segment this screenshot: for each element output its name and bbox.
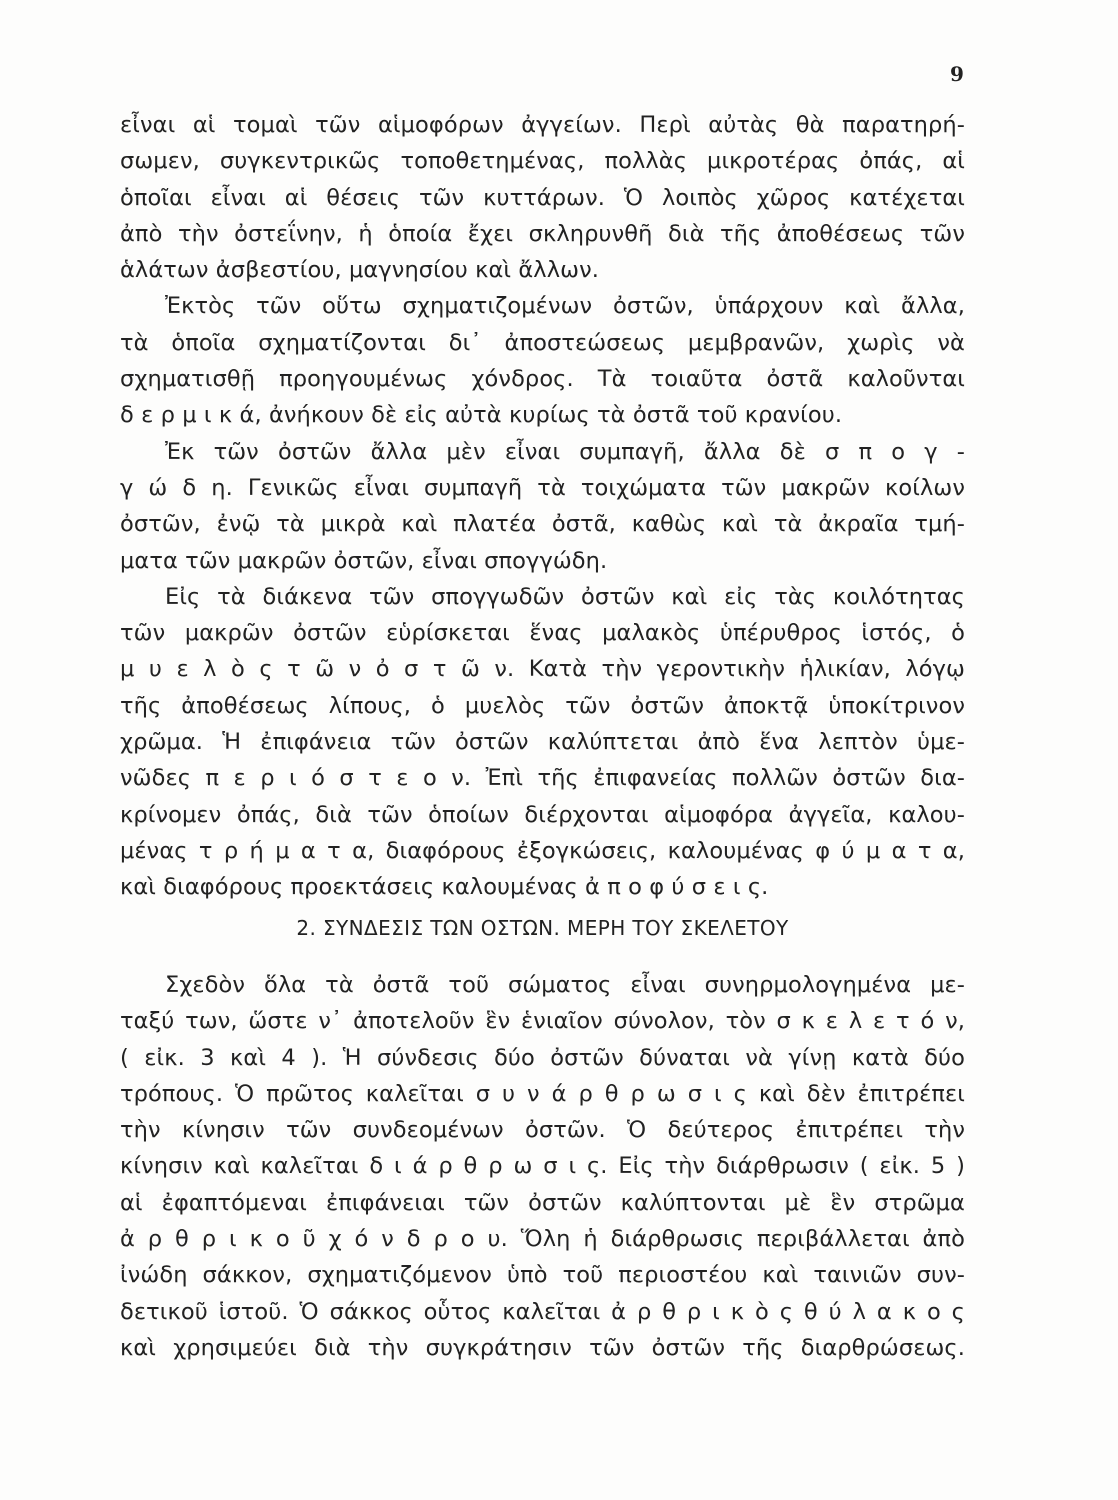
text-line: κρίνομεν ὀπάς, διὰ τῶν ὁποίων διέρχονται αἱμοφόρα ἀγγεῖα, καλου-: [120, 801, 965, 828]
section-2-heading: 2. ΣΥΝΔΕΣΙΣ ΤΩΝ ΟΣΤΩΝ. ΜΕΡΗ ΤΟΥ ΣΚΕΛΕΤΟΥ: [296, 916, 789, 940]
text-line: ἀ ρ θ ρ ι κ ο ῦ χ ό ν δ ρ ο υ. Ὅλη ἡ διάρθρωσις περιβάλλεται ἀπὸ: [120, 1226, 965, 1253]
text-line: Εἰς τὰ διάκενα τῶν σπογγωδῶν ὀστῶν καὶ εἰς τὰς κοιλότητας: [165, 583, 965, 610]
text-line: εἶναι αἱ τομαὶ τῶν αἱμοφόρων ἀγγείων. Περὶ αὐτὰς θὰ παρατηρή-: [120, 112, 965, 138]
text-line: μ υ ε λ ὸ ς τ ῶ ν ὀ σ τ ῶ ν. Κατὰ τὴν γεροντικὴν ἡλικίαν, λόγῳ: [120, 656, 965, 683]
text-line: ἰνώδη σάκκον, σχηματιζόμενον ὑπὸ τοῦ περιοστέου καὶ ταινιῶν συν-: [120, 1262, 965, 1289]
text-line: ἀπὸ τὴν ὀστεΐνην, ἡ ὁποία ἔχει σκληρυνθῆ διὰ τῆς ἀποθέσεως τῶν: [120, 220, 965, 247]
text-line: κίνησιν καὶ καλεῖται δ ι ά ρ θ ρ ω σ ι ς. Εἰς τὴν διάρθρωσιν ( εἰκ. 5 ): [120, 1153, 965, 1180]
text-line: γ ώ δ η. Γενικῶς εἶναι συμπαγῆ τὰ τοιχώματα τῶν μακρῶν κοίλων: [120, 474, 965, 501]
text-line: καὶ διαφόρους προεκτάσεις καλουμένας ἀ π ο φ ύ σ ε ι ς.: [120, 874, 769, 901]
text-line: δ ε ρ μ ι κ ά, ἀνήκουν δὲ εἰς αὐτὰ κυρίως τὰ ὀστᾶ τοῦ κρανίου.: [120, 402, 843, 429]
text-line: Ἐκτὸς τῶν οὕτω σχηματιζομένων ὀστῶν, ὑπάρχουν καὶ ἄλλα,: [165, 293, 965, 320]
text-line: Ἐκ τῶν ὀστῶν ἄλλα μὲν εἶναι συμπαγῆ, ἄλλα δὲ σ π ο γ -: [165, 438, 965, 465]
text-line: δετικοῦ ἱστοῦ. Ὁ σάκκος οὗτος καλεῖται ἀ ρ θ ρ ι κ ὸ ς θ ύ λ α κ ο ς: [120, 1298, 965, 1325]
section-2-body: [120, 967, 965, 1366]
text-line: νῶδες π ε ρ ι ό σ τ ε ο ν. Ἐπὶ τῆς ἐπιφανείας πολλῶν ὀστῶν δια-: [120, 765, 965, 792]
text-line: τρόπους. Ὁ πρῶτος καλεῖται σ υ ν ά ρ θ ρ ω σ ι ς καὶ δὲν ἐπιτρέπει: [120, 1080, 965, 1107]
text-line: σχηματισθῇ προηγουμένως χόνδρος. Τὰ τοιαῦτα ὀστᾶ καλοῦνται: [120, 366, 965, 393]
text-line: τῶν μακρῶν ὀστῶν εὑρίσκεται ἕνας μαλακὸς ὑπέρυθρος ἱστός, ὁ: [120, 620, 965, 647]
text-line: ὀστῶν, ἐνῷ τὰ μικρὰ καὶ πλατέα ὀστᾶ, καθὼς καὶ τὰ ἀκραῖα τμή-: [120, 511, 965, 538]
text-line: μένας τ ρ ή μ α τ α, διαφόρους ἐξογκώσεις, καλουμένας φ ύ μ α τ α,: [120, 837, 965, 864]
text-line: ταξύ των, ὥστε ν᾽ ἀποτελοῦν ἓν ἑνιαῖον σύνολον, τὸν σ κ ε λ ε τ ό ν,: [120, 1008, 965, 1035]
text-line: ματα τῶν μακρῶν ὀστῶν, εἶναι σπογγώδη.: [120, 547, 608, 574]
text-line: χρῶμα. Ἡ ἐπιφάνεια τῶν ὀστῶν καλύπτεται ἀπὸ ἕνα λεπτὸν ὑμε-: [120, 729, 965, 756]
text-line: αἱ ἐφαπτόμεναι ἐπιφάνειαι τῶν ὀστῶν καλύπτονται μὲ ἓν στρῶμα: [120, 1189, 965, 1216]
text-line: τῆς ἀποθέσεως λίπους, ὁ μυελὸς τῶν ὀστῶν ἀποκτᾷ ὑποκίτρινον: [120, 692, 965, 719]
text-line: σωμεν, συγκεντρικῶς τοποθετημένας, πολλὰς μικροτέρας ὀπάς, αἱ: [120, 148, 965, 175]
text-line: τὰ ὁποῖα σχηματίζονται δι᾽ ἀποστεώσεως μεμβρανῶν, χωρὶς νὰ: [120, 329, 965, 356]
text-line: ἁλάτων ἀσβεστίου, μαγνησίου καὶ ἄλλων.: [120, 257, 599, 284]
text-line: τὴν κίνησιν τῶν συνδεομένων ὀστῶν. Ὁ δεύτερος ἐπιτρέπει τὴν: [120, 1117, 965, 1144]
text-line: καὶ χρησιμεύει διὰ τὴν συγκράτησιν τῶν ὀστῶν τῆς διαρθρώσεως.: [120, 1334, 965, 1361]
section-1-body: [120, 107, 965, 906]
text-line: ὁποῖαι εἶναι αἱ θέσεις τῶν κυττάρων. Ὁ λοιπὸς χῶρος κατέχεται: [120, 184, 965, 211]
text-line: ( εἰκ. 3 καὶ 4 ). Ἡ σύνδεσις δύο ὀστῶν δύναται νὰ γίνῃ κατὰ δύο: [120, 1044, 965, 1071]
page-number: 9: [950, 62, 964, 86]
text-line: Σχεδὸν ὅλα τὰ ὀστᾶ τοῦ σώματος εἶναι συνηρμολογημένα με-: [165, 972, 965, 998]
